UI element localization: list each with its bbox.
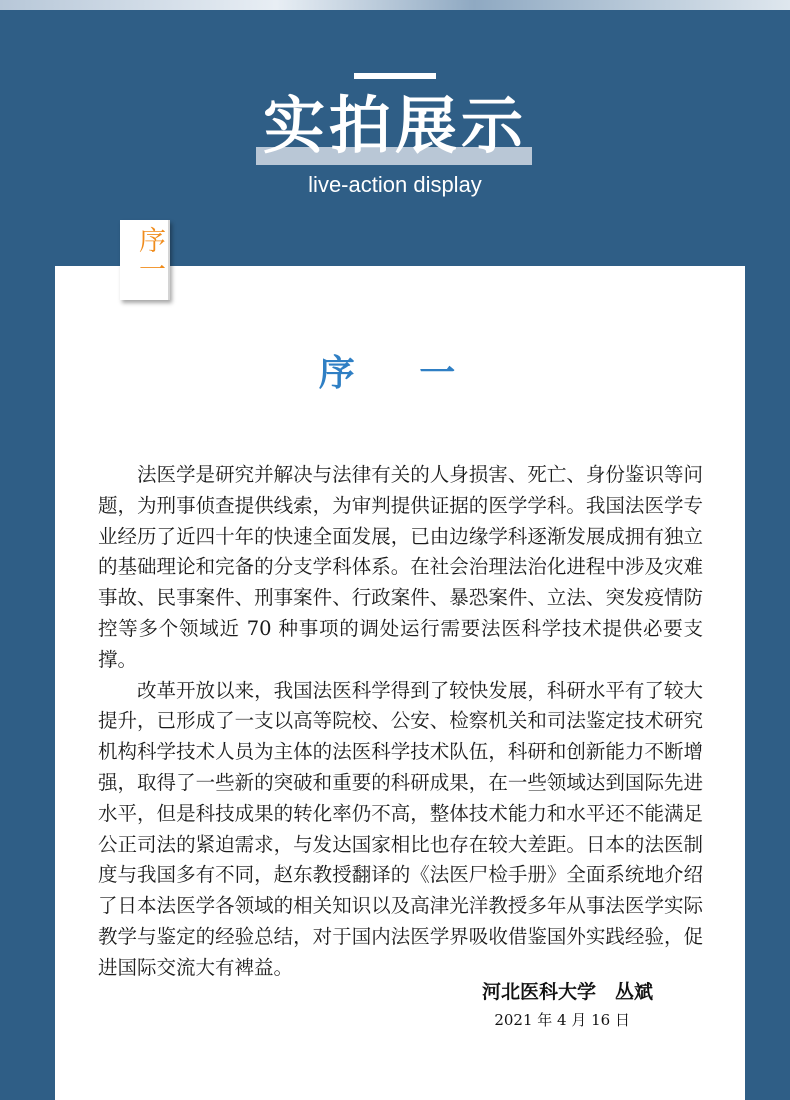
- paragraph: 法医学是研究并解决与法律有关的人身损害、死亡、身份鉴识等问题，为刑事侦查提供线索，为审判提供证据的医学学科。我国法医学专业经历了近四十年的快速全面发展，已由边缘学科逐渐发展成拥有独立的基础理论和完备的分支学科体系。在社会治理法治化进程中涉及灾难事故、民事案件、刑事案件、行政案件、暴恐案件、立法、突发疫情防控等多个领域近 70 种事项的调处运行需要法医科学技术提供必要支撑。: [98, 463, 703, 671]
- page-subtitle: live-action display: [308, 172, 482, 197]
- document-signature: 河北医科大学 丛斌: [481, 981, 653, 1003]
- paragraph: 改革开放以来，我国法医科学得到了较快发展，科研水平有了较大提升，已形成了一支以高等院校、公安、检察机关和司法鉴定技术研究机构科学技术人员为主体的法医科学技术队伍，科研和创新能力不断增强，取得了一些新的突破和重要的科研成果，在一些领域达到国际先进水平，但是科技成果的转化率仍不高，整体技术能力和水平还不能满足公正司法的紧迫需求，与发达国家相比也存在较大差距。日本的法医制度与我国多有不同，赵东教授翻译的《法医尸检手册》全面系统地介绍了日本法医学各领域的相关知识以及高津光洋教授多年从事法医学实际教学与鉴定的经验总结，对于国内法医学界吸收借鉴国外实践经验，促进国际交流大有裨益。: [98, 678, 703, 979]
- header-rule: [354, 73, 436, 79]
- top-decorative-strip: [0, 0, 790, 10]
- document-page: [55, 266, 745, 1100]
- document-body: [98, 460, 703, 984]
- document-date: 2021 年 4 月 16 日: [494, 1011, 630, 1029]
- page-title: 实拍展示: [262, 89, 527, 162]
- document-heading: 序 一: [318, 352, 482, 394]
- section-tag: [120, 220, 170, 300]
- section-tag-label: 序一: [134, 226, 165, 284]
